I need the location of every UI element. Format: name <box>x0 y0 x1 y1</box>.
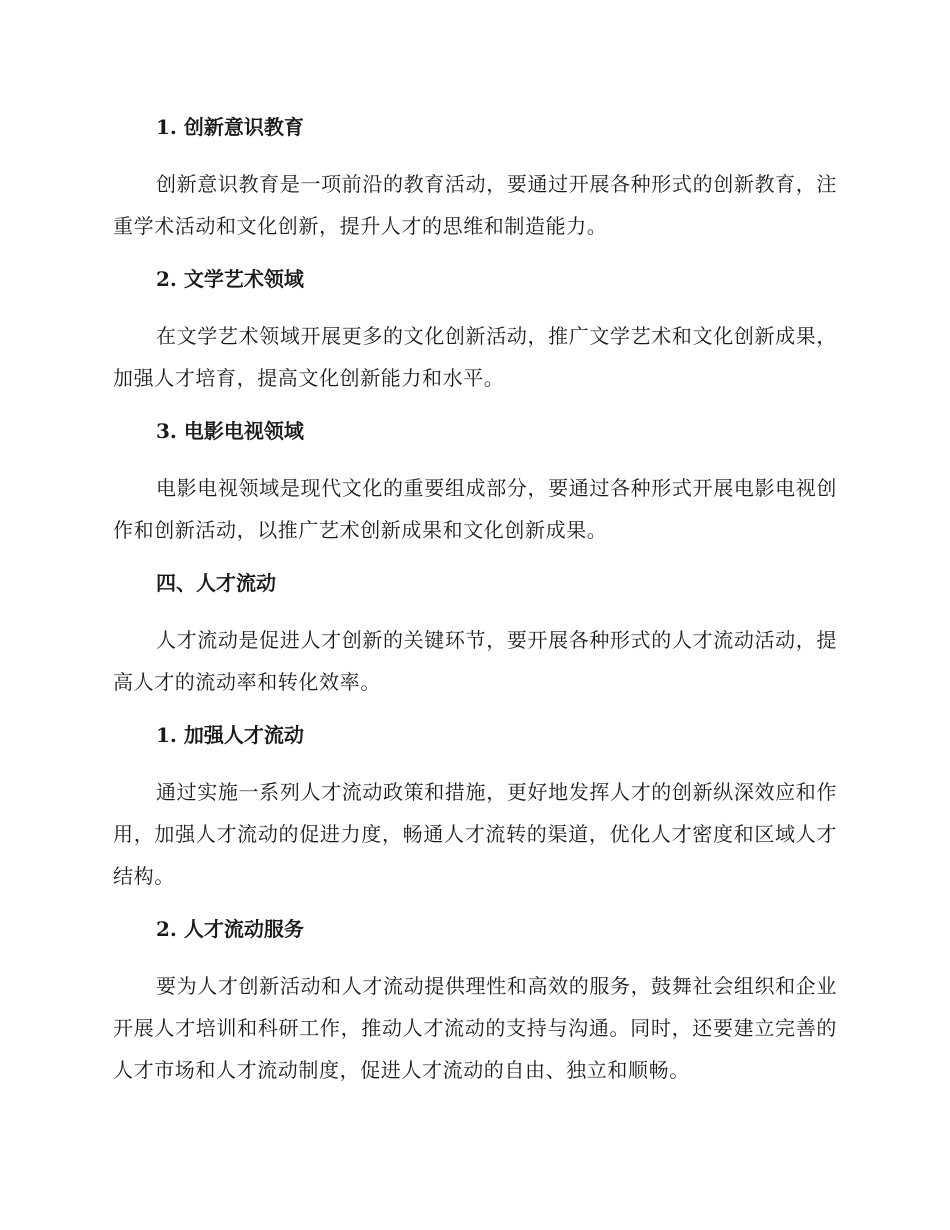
section-paragraph: 电影电视领域是现代文化的重要组成部分，要通过各种形式开展电影电视创作和创新活动，以推广艺术创新成果和文化创新成果。 <box>113 476 837 542</box>
section-paragraph: 要为人才创新活动和人才流动提供理性和高效的服务，鼓舞社会组织和企业开展人才培训和科研工作，推动人才流动的支持与沟通。同时，还要建立完善的人才市场和人才流动制度，促进人才流动的自由、独立和顺畅。 <box>113 974 837 1082</box>
section-heading: 3. 电影电视领域 <box>156 419 304 443</box>
section-heading: 1. 加强人才流动 <box>156 723 304 747</box>
section-paragraph: 在文学艺术领域开展更多的文化创新活动，推广文学艺术和文化创新成果，加强人才培育，提高文化创新能力和水平。 <box>113 324 837 390</box>
chapter-heading: 四、人才流动 <box>156 571 276 595</box>
document-body <box>113 107 837 1091</box>
section-heading: 2. 文学艺术领域 <box>156 267 304 291</box>
section-heading: 2. 人才流动服务 <box>156 917 304 941</box>
section-paragraph: 通过实施一系列人才流动政策和措施，更好地发挥人才的创新纵深效应和作用，加强人才流动的促进力度，畅通人才流转的渠道，优化人才密度和区域人才结构。 <box>113 780 837 888</box>
section-paragraph: 创新意识教育是一项前沿的教育活动，要通过开展各种形式的创新教育，注重学术活动和文化创新，提升人才的思维和制造能力。 <box>113 172 837 238</box>
section-paragraph: 人才流动是促进人才创新的关键环节，要开展各种形式的人才流动活动，提高人才的流动率和转化效率。 <box>113 628 837 694</box>
section-heading: 1. 创新意识教育 <box>156 115 304 139</box>
